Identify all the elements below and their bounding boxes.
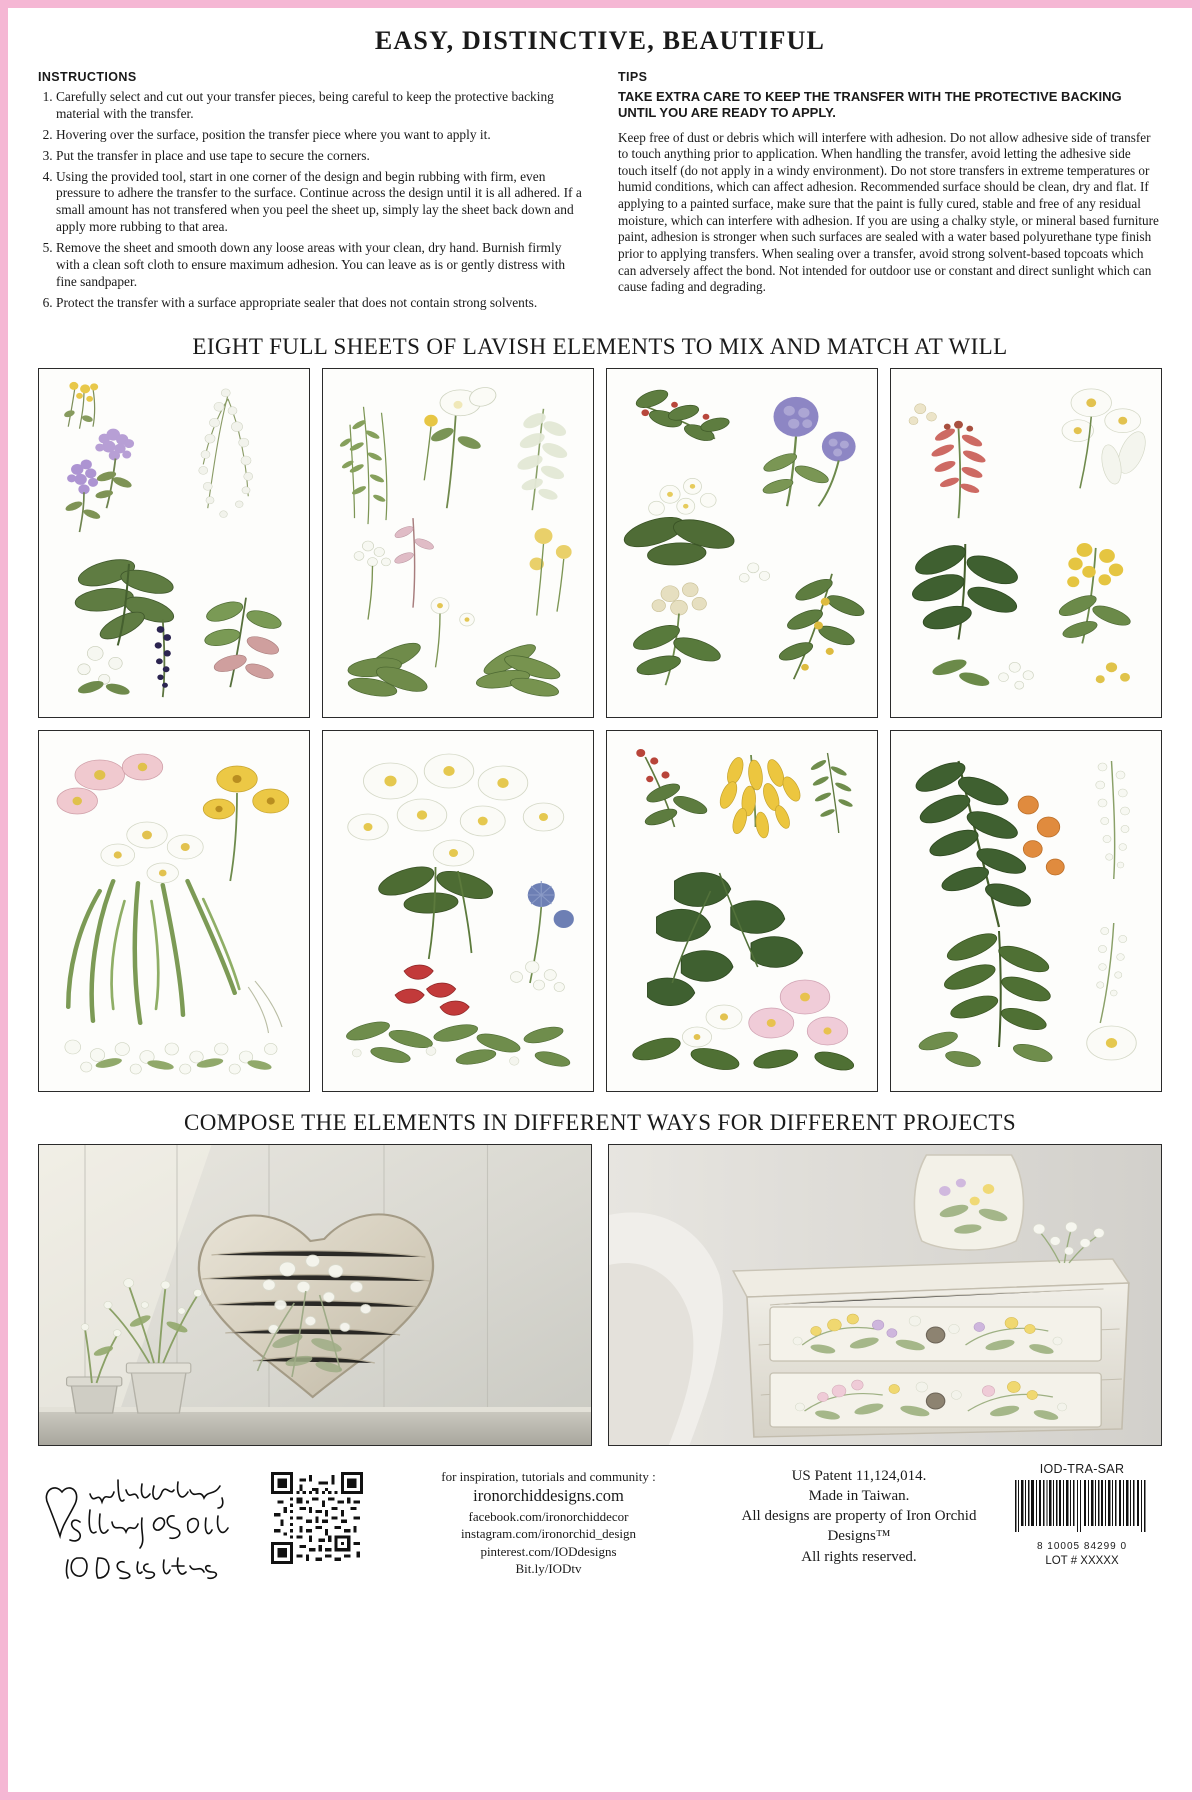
- sheet-5-artwork: [39, 731, 309, 1091]
- barcode-block: [1002, 1462, 1162, 1567]
- project-heart-artwork: [39, 1145, 591, 1445]
- barcode-image: [1002, 1478, 1162, 1540]
- list-item: 2. Hovering over the surface, position the transfer piece where you want to apply it.: [56, 127, 582, 144]
- qr-code-image: [271, 1472, 363, 1564]
- rights-text: All rights reserved.: [801, 1548, 917, 1565]
- list-item: 5. Remove the sheet and smooth down any loose areas with your clean, dry hand. Burnish firmly with a clean soft cloth to ensure maximum adhesion. You can leave as is or gently distress with fine sandpaper.: [56, 240, 582, 291]
- website-link[interactable]: ironorchiddesigns.com: [473, 1486, 624, 1506]
- list-item: 4. Using the provided tool, start in one corner of the design and begin rubbing with firm, even pressure to adhere the transfer to the surface. Continue across the design until it is all adhered. If a small amount has not transfered when you peel the sheet up, simply lay the sheet back down and apply more rubbing to that area.: [56, 169, 582, 237]
- sheet-3-artwork: [607, 369, 877, 717]
- sheets-band-title: EIGHT FULL SHEETS OF LAVISH ELEMENTS TO MIX AND MATCH AT WILL: [192, 333, 1008, 359]
- sheet-8-artwork: [891, 731, 1161, 1091]
- sheet-4-artwork: [891, 369, 1161, 717]
- contact-block: [381, 1468, 716, 1578]
- transfer-sheet-7: [606, 730, 878, 1092]
- transfer-sheet-3: [606, 368, 878, 718]
- tips-column: [618, 70, 1162, 296]
- sheet-6-artwork: [323, 731, 593, 1091]
- project-nightstand-artwork: [609, 1145, 1161, 1445]
- legal-block: [734, 1466, 984, 1567]
- made-in-text: Made in Taiwan.: [808, 1487, 910, 1504]
- lot-number: LOT # XXXXX: [1045, 1554, 1119, 1567]
- page-footer: [38, 1460, 1162, 1580]
- tips-body: Keep free of dust or debris which will interfere with adhesion. Do not allow adhesive side of transfer to touch anything prior to application. When handling the transfer, avoid letting the adhesive side touch itself (do not apply in a windy environment). Do not store transfers in extreme temperatures or humid conditions, which can affect adhesion. Recommended surface should be clean, dry and flat. If applying to a painted surface, make sure that the paint is fully cured, stable and free of any residual moisture, which can interfere with adhesion. If you are using a chalky style, or mineral based furniture paint, adhesion is stronger when such surfaces are sealed with a water based polyurethane type finish prior to applying transfers. When sealing over a transfer, avoid strong solvent-based topcoats which can adversely affect the bond. Not intended for outdoor use or constant and direct sunlight which can cause fading and degrading.: [618, 129, 1159, 295]
- list-item: 1. Carefully select and cut out your transfer pieces, being careful to keep the protective backing material with the transfer.: [56, 89, 582, 123]
- page-content: [8, 8, 1192, 1792]
- page-title: EASY, DISTINCTIVE, BEAUTIFUL: [374, 26, 826, 55]
- transfer-sheet-6: [322, 730, 594, 1092]
- qr-code[interactable]: [271, 1472, 363, 1564]
- signature-artwork: [38, 1460, 253, 1580]
- instructions-list: [38, 89, 582, 312]
- transfer-sheet-5: [38, 730, 310, 1092]
- tips-warning: TAKE EXTRA CARE TO KEEP THE TRANSFER WITH THE PROTECTIVE BACKING UNTIL YOU ARE READY TO APPLY.: [618, 89, 1122, 121]
- barcode-bars: [1007, 1478, 1157, 1540]
- sheet-2-artwork: [323, 369, 593, 717]
- signature-block: [38, 1460, 253, 1580]
- barcode-digits: 8 10005 84299 0: [1036, 1540, 1128, 1552]
- tips-heading: TIPS: [618, 70, 648, 84]
- list-item: 3. Put the transfer in place and use tape to secure the corners.: [56, 148, 582, 165]
- patent-text: US Patent 11,124,014.: [791, 1467, 927, 1484]
- projects-band-title: COMPOSE THE ELEMENTS IN DIFFERENT WAYS FOR DIFFERENT PROJECTS: [183, 1109, 1017, 1135]
- pinterest-link[interactable]: pinterest.com/IODdesigns: [480, 1543, 617, 1559]
- property-text: All designs are property of Iron Orchid Designs™: [741, 1508, 977, 1545]
- contact-intro: for inspiration, tutorials and community :: [441, 1468, 656, 1484]
- sku-code: IOD-TRA-SAR: [1039, 1461, 1125, 1476]
- sheet-7-artwork: [607, 731, 877, 1091]
- sheet-1-artwork: [39, 369, 309, 717]
- list-item: 6. Protect the transfer with a surface appropriate sealer that does not contain strong solvents.: [56, 295, 582, 312]
- project-photo-heart: [38, 1144, 592, 1446]
- transfer-sheet-4: [890, 368, 1162, 718]
- instructions-heading: INSTRUCTIONS: [38, 70, 137, 84]
- instagram-link[interactable]: instagram.com/ironorchid_design: [460, 1526, 637, 1542]
- transfer-sheet-1: [38, 368, 310, 718]
- facebook-link[interactable]: facebook.com/ironorchiddecor: [468, 1508, 629, 1524]
- text-columns: [38, 70, 1162, 316]
- sheet-grid-row-2: [38, 730, 1162, 1092]
- instructions-column: [38, 70, 582, 316]
- project-photo-nightstand: [608, 1144, 1162, 1446]
- project-photos: [38, 1144, 1162, 1446]
- transfer-sheet-2: [322, 368, 594, 718]
- transfer-sheet-8: [890, 730, 1162, 1092]
- youtube-link[interactable]: Bit.ly/IODtv: [515, 1561, 582, 1577]
- sheet-grid-row-1: [38, 368, 1162, 718]
